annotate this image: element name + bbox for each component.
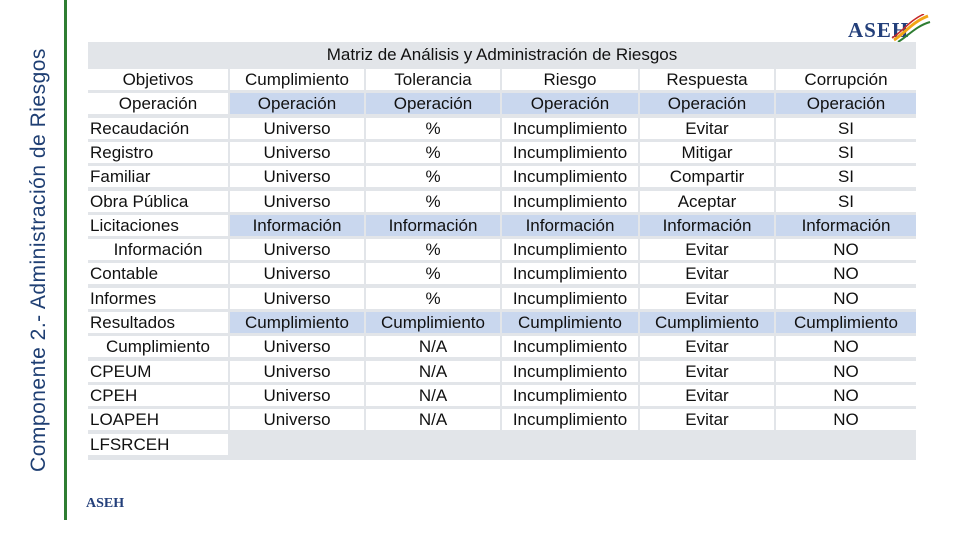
matrix-cell: Universo [230, 166, 364, 187]
matrix-cell: N/A [366, 409, 500, 430]
matrix-cell: N/A [366, 361, 500, 382]
matrix-cell: Evitar [640, 336, 774, 357]
matrix-cell: Evitar [640, 118, 774, 139]
matrix-cell: Evitar [640, 239, 774, 260]
matrix-row [88, 190, 916, 212]
matrix-cell: Incumplimiento [502, 191, 638, 212]
matrix-row [88, 408, 916, 430]
matrix-cell: % [366, 142, 500, 163]
column-header: Objetivos [88, 69, 228, 90]
matrix-cell: Información [88, 239, 228, 260]
matrix-row [88, 141, 916, 163]
matrix-cell: LFSRCEH [88, 434, 228, 455]
matrix-cell: Universo [230, 118, 364, 139]
matrix-cell: Resultados [88, 312, 228, 333]
matrix-cell: NO [776, 288, 916, 309]
matrix-cell: SI [776, 166, 916, 187]
aseh-logo-bottom [86, 496, 126, 530]
side-title [14, 0, 64, 520]
matrix-cell: Licitaciones [88, 215, 228, 236]
matrix-row [88, 214, 916, 236]
matrix-cell: Informes [88, 288, 228, 309]
matrix-cell: Universo [230, 263, 364, 284]
matrix-cell: Compartir [640, 166, 774, 187]
matrix-cell: Incumplimiento [502, 336, 638, 357]
matrix-cell: Evitar [640, 385, 774, 406]
matrix-row [88, 117, 916, 139]
matrix-cell: % [366, 191, 500, 212]
matrix-cell: Operación [502, 93, 638, 114]
matrix-cell: Cumplimiento [230, 312, 364, 333]
matrix-cell: SI [776, 191, 916, 212]
matrix-row [88, 335, 916, 357]
matrix-cell: Información [502, 215, 638, 236]
matrix-cell: Incumplimiento [502, 361, 638, 382]
matrix-cell: Incumplimiento [502, 263, 638, 284]
column-header: Respuesta [640, 69, 774, 90]
matrix-row [88, 165, 916, 187]
matrix-cell: NO [776, 263, 916, 284]
matrix-cell: Incumplimiento [502, 142, 638, 163]
matrix-cell: NO [776, 361, 916, 382]
matrix-cell: Información [366, 215, 500, 236]
matrix-cell: Información [230, 215, 364, 236]
side-title-text: Componente 2.- Administración de Riesgos [27, 48, 51, 472]
matrix-cell: Operación [366, 93, 500, 114]
column-header: Cumplimiento [230, 69, 364, 90]
matrix-cell: Universo [230, 239, 364, 260]
matrix-row [88, 384, 916, 406]
matrix-cell: Registro [88, 142, 228, 163]
matrix-cell: Incumplimiento [502, 409, 638, 430]
matrix-cell: Incumplimiento [502, 385, 638, 406]
matrix-cell: Universo [230, 409, 364, 430]
matrix-cell: Cumplimiento [640, 312, 774, 333]
matrix-title: Matriz de Análisis y Administración de Riesgos [326, 45, 678, 64]
matrix-row [88, 287, 916, 309]
matrix-cell: LOAPEH [88, 409, 228, 430]
matrix-cell: Obra Pública [88, 191, 228, 212]
column-header: Riesgo [502, 69, 638, 90]
matrix-cell: Universo [230, 361, 364, 382]
matrix-cell: Contable [88, 263, 228, 284]
matrix-cell: Evitar [640, 263, 774, 284]
matrix-cell: Universo [230, 288, 364, 309]
matrix-cell: Información [776, 215, 916, 236]
matrix-cell: Cumplimiento [502, 312, 638, 333]
logo-swoosh-icon [890, 14, 932, 44]
matrix-cell: Aceptar [640, 191, 774, 212]
matrix-cell: Información [640, 215, 774, 236]
matrix-cell: Incumplimiento [502, 239, 638, 260]
matrix-cell: Universo [230, 142, 364, 163]
matrix-cell: N/A [366, 385, 500, 406]
matrix-cell: Operación [640, 93, 774, 114]
matrix-cell: CPEUM [88, 361, 228, 382]
matrix-cell: Operación [230, 93, 364, 114]
matrix-cell: Incumplimiento [502, 118, 638, 139]
matrix-cell: NO [776, 336, 916, 357]
matrix-cell: Mitigar [640, 142, 774, 163]
risk-matrix [88, 42, 916, 460]
matrix-cell: SI [776, 118, 916, 139]
matrix-cell: % [366, 239, 500, 260]
matrix-cell: CPEH [88, 385, 228, 406]
matrix-row [88, 238, 916, 260]
matrix-cell: Evitar [640, 409, 774, 430]
matrix-row [88, 92, 916, 114]
matrix-cell: Incumplimiento [502, 166, 638, 187]
matrix-row [88, 360, 916, 382]
matrix-cell: Evitar [640, 288, 774, 309]
matrix-row [88, 433, 916, 455]
matrix-header-row [88, 68, 916, 90]
matrix-cell: NO [776, 385, 916, 406]
column-header: Corrupción [776, 69, 916, 90]
matrix-cell: Operación [88, 93, 228, 114]
matrix-cell: Cumplimiento [88, 336, 228, 357]
matrix-row [88, 262, 916, 284]
matrix-cell: N/A [366, 336, 500, 357]
logo-bottom-text: ASEH [86, 496, 125, 511]
matrix-cell: SI [776, 142, 916, 163]
matrix-cell: Familiar [88, 166, 228, 187]
matrix-cell: Recaudación [88, 118, 228, 139]
matrix-cell: Universo [230, 336, 364, 357]
matrix-cell: Cumplimiento [776, 312, 916, 333]
matrix-row [88, 311, 916, 333]
column-header: Tolerancia [366, 69, 500, 90]
matrix-cell: Incumplimiento [502, 288, 638, 309]
matrix-cell: Universo [230, 191, 364, 212]
matrix-cell: Evitar [640, 361, 774, 382]
matrix-cell: Cumplimiento [366, 312, 500, 333]
matrix-cell: Universo [230, 385, 364, 406]
matrix-cell: % [366, 288, 500, 309]
matrix-cell: Operación [776, 93, 916, 114]
logo-top-text: ASEH [848, 18, 910, 42]
matrix-cell: % [366, 118, 500, 139]
matrix-cell: NO [776, 409, 916, 430]
matrix-cell: NO [776, 239, 916, 260]
matrix-cell: % [366, 166, 500, 187]
matrix-cell: % [366, 263, 500, 284]
